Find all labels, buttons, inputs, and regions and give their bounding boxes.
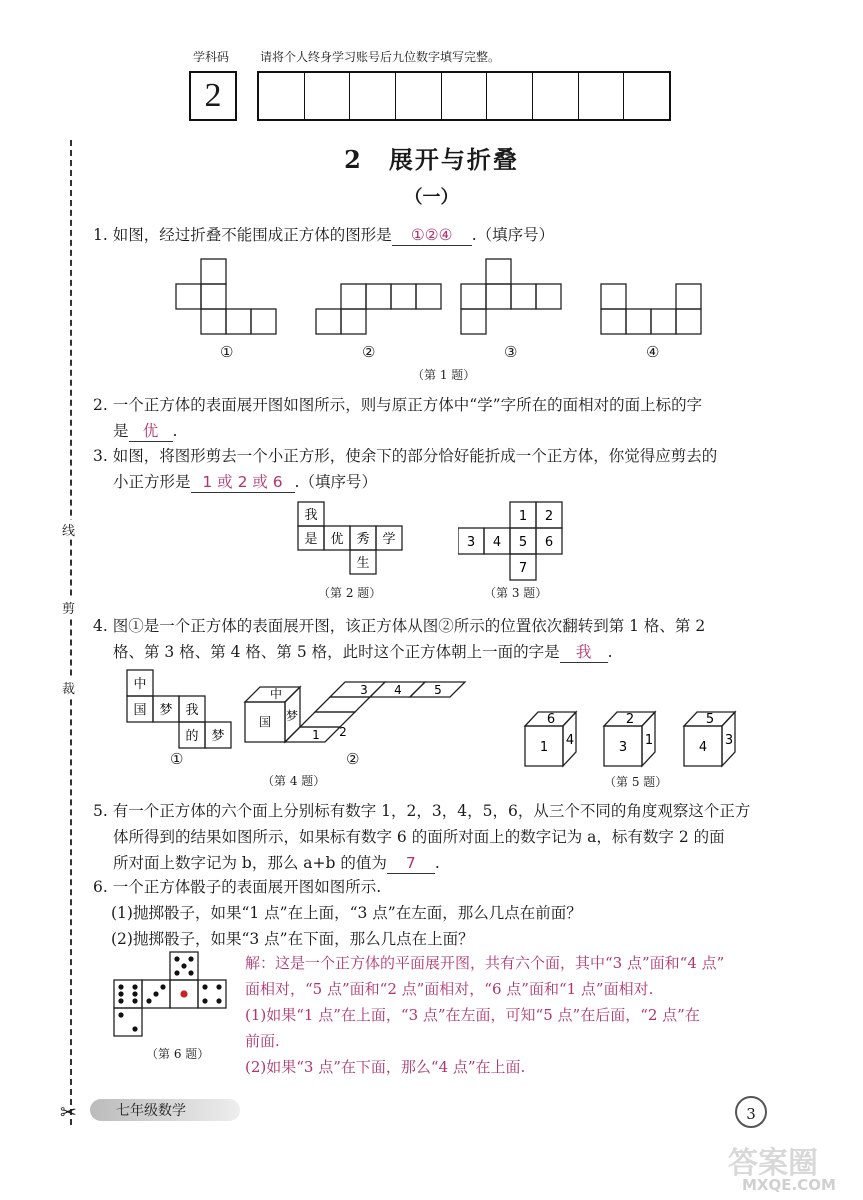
figure-4-caption: （第 4 题） [262, 774, 326, 788]
question-2 [93, 392, 702, 444]
fig4-net-text: 梦 [159, 703, 173, 718]
subject-code-box[interactable]: 2 [189, 71, 237, 121]
question-5-tail: . [434, 854, 440, 872]
solution-line: 面相对，“5 点”面和“2 点”面相对，“6 点”面和“1 点”面相对. [245, 980, 654, 998]
answer-5: 7 [387, 853, 435, 874]
figure-2-caption: （第 2 题） [318, 586, 382, 600]
question-6-line-1: 6. 一个正方体骰子的表面展开图如图所示. [93, 878, 382, 896]
fig5-cube2-top: 2 [625, 712, 635, 727]
fig3-cell-text: 4 [492, 535, 502, 550]
digit-box[interactable] [533, 73, 579, 119]
fig2-cell-text: 我 [304, 508, 318, 523]
fig3-cell-text: 2 [544, 509, 554, 524]
net-2 [316, 284, 441, 334]
cut-line [70, 140, 72, 1125]
question-5-line-3: 所对面上数字记为 b，那么 a+b 的值为 [113, 854, 387, 872]
digit-box[interactable] [259, 73, 305, 119]
figure-1-caption: （第 1 题） [412, 368, 476, 382]
fig4-net-text: 梦 [211, 729, 225, 744]
net-1 [176, 259, 276, 334]
question-1-tail: .（填序号） [471, 226, 555, 244]
fig2-cell-text: 秀 [356, 532, 370, 547]
net-3-label: ③ [504, 343, 518, 361]
figure-4-label-2: ② [346, 750, 360, 768]
fig4-strip-cell: 5 [434, 683, 442, 697]
digit-box[interactable] [579, 73, 625, 119]
figure-2-net [296, 500, 406, 580]
figure-5-cubes [520, 704, 750, 772]
watermark-url: MXQE.COM [742, 1176, 836, 1194]
solution-line: (2)如果“3 点”在下面，那么“4 点”在上面. [245, 1058, 526, 1076]
question-3-tail: .（填序号） [294, 473, 377, 491]
net-4 [601, 284, 701, 334]
net-2-label: ② [362, 343, 376, 361]
fig4-strip-cell: 4 [394, 683, 402, 697]
question-2-line-1: 2. 一个正方体的表面展开图如图所示，则与原正方体中“学”字所在的面相对的面上标的字 [93, 396, 703, 414]
q6-solution [245, 950, 724, 1080]
fig5-cube2-front: 3 [618, 740, 628, 755]
question-1-text: 1. 如图，经过折叠不能围成正方体的图形是 [93, 226, 392, 244]
page-title: 2 展开与折叠 [344, 145, 519, 174]
fig2-cell-text: 生 [356, 556, 370, 571]
fig3-cell-text: 5 [518, 535, 528, 550]
account-digit-boxes[interactable] [257, 71, 671, 121]
solution-line: 解：这是一个正方体的平面展开图，共有六个面，其中“3 点”面和“4 点” [245, 954, 725, 972]
solution-line: 前面. [245, 1032, 280, 1050]
fig5-cube3-side: 3 [724, 733, 734, 748]
digit-box[interactable] [442, 73, 488, 119]
question-1 [93, 222, 554, 248]
figure-4-cube-strip [240, 680, 480, 750]
answer-1: ①②④ [392, 225, 472, 246]
fig3-cell-text: 3 [466, 535, 476, 550]
question-5-line-1: 5. 有一个正方体的六个面上分别标有数字 1，2，3，4，5，6，从三个不同的角度观察这个正方 [93, 802, 751, 820]
figure-4-label-1: ① [170, 750, 184, 768]
digit-box[interactable] [624, 73, 669, 119]
fig5-cube2-side: 1 [644, 733, 654, 748]
digit-box[interactable] [350, 73, 396, 119]
question-4-line-2: 格、第 3 格、第 4 格、第 5 格，此时这个正方体朝上一面的字是 [113, 643, 560, 661]
footer-grade: 七年级数学 [116, 1103, 186, 1119]
question-6 [93, 874, 582, 952]
fig4-strip-cell: 1 [312, 728, 320, 742]
digit-box[interactable] [487, 73, 533, 119]
question-2-tail: . [172, 422, 178, 440]
figure-3-caption: （第 3 题） [484, 586, 548, 600]
fig4-cube-front: 国 [258, 715, 272, 729]
digit-box[interactable] [396, 73, 442, 119]
figure-6-dice-net [112, 950, 234, 1040]
fig4-net-text: 我 [185, 703, 199, 718]
question-6-part-1: (1)抛掷骰子，如果“1 点”在上面，“3 点”在左面，那么几点在前面？ [111, 904, 582, 922]
page-subtitle: （一） [404, 187, 459, 208]
cut-mark-cut: 剪 [62, 598, 75, 617]
watermark-logo: 答案圈 [728, 1146, 818, 1181]
fig3-cell-text: 7 [518, 561, 528, 576]
answer-3: 1 或 2 或 6 [191, 472, 295, 493]
net-4-label: ④ [646, 343, 660, 361]
question-3-line-1: 3. 如图，将图形剪去一个小正方形，使余下的部分恰好能折成一个正方体，你觉得应剪去的 [93, 447, 718, 465]
question-4 [93, 613, 705, 665]
fig3-cell-text: 6 [544, 535, 554, 550]
digit-box[interactable] [305, 73, 351, 119]
fig2-cell-text: 学 [382, 532, 396, 547]
figure-6-caption: （第 6 题） [146, 1047, 210, 1061]
figure-3-net [458, 500, 568, 582]
question-5 [93, 798, 750, 876]
figure-4-net [125, 668, 235, 750]
question-2-line-2: 是 [113, 422, 129, 440]
net-3 [461, 259, 561, 334]
fig3-cell-text: 1 [518, 509, 528, 524]
fig2-cell-text: 优 [330, 532, 344, 547]
cut-mark-trim: 裁 [62, 678, 75, 697]
fig5-cube3-top: 5 [705, 712, 715, 727]
fig5-cube1-side: 4 [565, 733, 575, 748]
fig5-cube1-front: 1 [539, 740, 549, 755]
answer-4: 我 [560, 642, 608, 663]
fig5-cube1-top: 6 [546, 712, 556, 727]
page-number: 3 [735, 1096, 767, 1128]
question-4-tail: . [607, 643, 613, 661]
subject-code-label: 学科码 [193, 50, 230, 64]
fig5-cube3-front: 4 [698, 740, 708, 755]
fig4-net-text: 国 [133, 703, 147, 718]
question-4-line-1: 4. 图①是一个正方体的表面展开图，该正方体从图②所示的位置依次翻转到第 1 格、第 2 [93, 617, 706, 635]
question-3-line-2: 小正方形是 [113, 473, 191, 491]
fig4-strip-cell: 3 [360, 683, 368, 697]
cut-mark-line: 线 [62, 520, 75, 539]
fig4-cube-top: 中 [269, 687, 283, 701]
net-1-label: ① [220, 343, 234, 361]
fig4-cube-side: 梦 [285, 709, 299, 723]
account-instruction: 请将个人终身学习账号后九位数字填写完整。 [260, 50, 501, 64]
scissors-icon: ✂ [60, 1100, 77, 1124]
question-6-part-2: (2)抛掷骰子，如果“3 点”在下面，那么几点在上面？ [111, 930, 474, 948]
answer-2: 优 [129, 421, 173, 442]
solution-line: (1)如果“1 点”在上面，“3 点”在左面，可知“5 点”在后面，“2 点”在 [245, 1006, 700, 1024]
fig4-strip-cell: 2 [339, 725, 347, 739]
fig4-net-text: 的 [185, 729, 199, 744]
fig2-cell-text: 是 [304, 532, 318, 547]
fig4-net-text: 中 [133, 677, 147, 692]
question-3 [93, 443, 717, 495]
figure-5-caption: （第 5 题） [604, 775, 668, 789]
question-5-line-2: 体所得到的结果如图所示，如果标有数字 6 的面所对面上的数字记为 a，标有数字 2 的面 [113, 828, 725, 846]
